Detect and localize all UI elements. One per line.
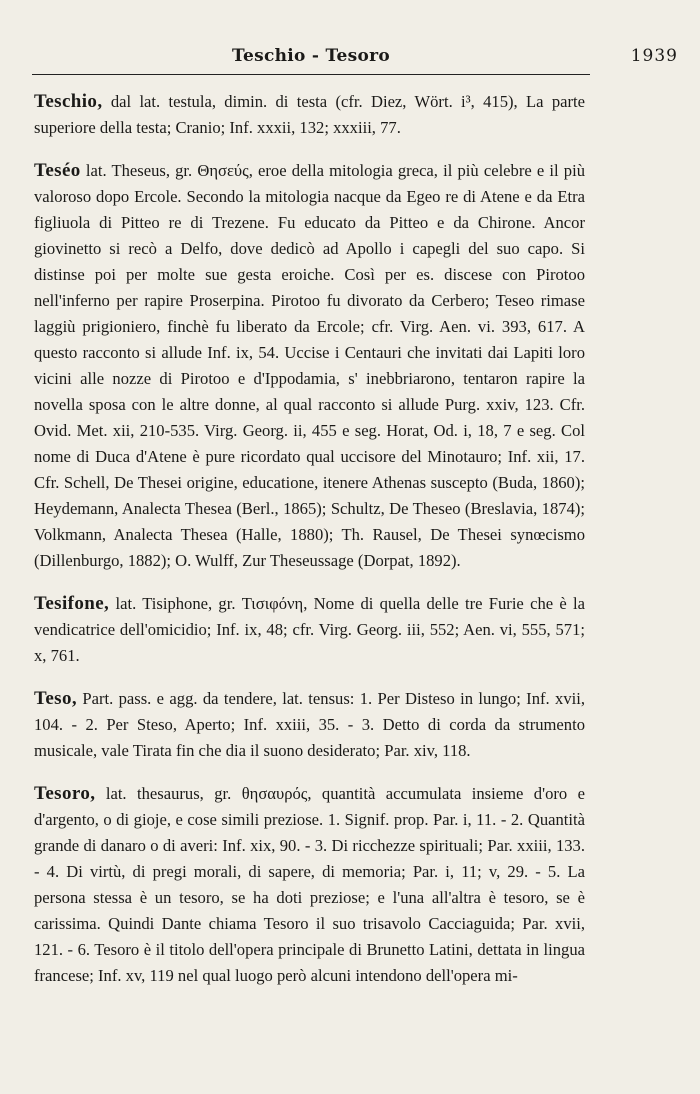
entry-headword: Teschio, <box>34 91 103 112</box>
entry-teseo <box>34 158 585 574</box>
entry-body: Part. pass. e agg. da tendere, lat. tensus: 1. Per Disteso in lungo; Inf. xvii, 104. - 2. Per Steso, Aperto; Inf. xxiii, 35. - 3. Detto di corda da strumento musicale, vale Tirata fin che dia il suono desiderato; Par. xiv, 118. <box>34 689 585 760</box>
running-title: Teschio - Tesoro <box>231 46 390 66</box>
entry-headword: Tesifone, <box>34 593 110 614</box>
entry-teso <box>34 686 585 764</box>
entry-body: lat. Theseus, gr. Θησεύς, eroe della mitologia greca, il più celebre e il più valoroso dopo Ercole. Secondo la mitologia nacque da Egeo re di Atene e da Etra figliuola di Pitteo re di Trezene. Fu educato da Pitteo e da Chirone. Ancor giovinetto si recò a Delfo, dove dedicò ad Apollo i capegli del suo capo. Si distinse poi per molte sue gesta eroiche. Così per es. discese con Pirotoo nell'inferno per rapire Proserpina. Pirotoo fu divorato da Cerbero; Teseo rimase laggiù prigioniero, finchè fu liberato da Ercole; cfr. Virg. Aen. vi. 393, 617. A questo racconto si allude Inf. ix, 54. Uccise i Centauri che invitati dai Lapiti loro vicini alle nozze di Pirotoo e d'Ippodamia, s' inebbriarono, tentaron rapire la novella sposa con le altre donne, al qual racconto si allude Purg. xxiv, 123. Cfr. Ovid. Met. xii, 210-535. Virg. Georg. ii, 455 e seg. Horat, Od. i, 18, 7 e seg. Col nome di Duca d'Atene è pure ricordato qual uccisore del Minotauro; Inf. xii, 17. Cfr. Schell, De Thesei origine, educatione, itenere Athenas suscepto (Buda, 1860); Heydemann, Analecta Thesea (Berl., 1865); Schultz, De Theseo (Breslavia, 1874); Volkmann, Analecta Thesea (Halle, 1880); Th. Rausel, De Thesei synœcismo (Dillenburgo, 1882); O. Wulff, Zur Theseussage (Dorpat, 1892). <box>34 161 585 570</box>
entry-tesifone <box>34 591 585 669</box>
entry-tesoro <box>34 781 585 989</box>
page-number: 1939 <box>630 46 678 66</box>
entry-body: lat. Tisiphone, gr. Τισιφόνη, Nome di quella delle tre Furie che è la vendicatrice dell'omicidio; Inf. ix, 48; cfr. Virg. Georg. iii, 552; Aen. vi, 555, 571; x, 761. <box>34 594 585 665</box>
page-header <box>32 44 678 75</box>
entry-headword: Teso, <box>34 688 78 709</box>
entry-headword: Teséo <box>34 160 81 181</box>
entries-column <box>34 89 585 1006</box>
entry-teschio <box>34 89 585 141</box>
entry-headword: Tesoro, <box>34 783 96 804</box>
entry-body: dal lat. testula, dimin. di testa (cfr. Diez, Wört. i³, 415), La parte superiore della testa; Cranio; Inf. xxxii, 132; xxxiii, 77. <box>34 92 585 137</box>
entry-body: lat. thesaurus, gr. θησαυρός, quantità accumulata insieme d'oro e d'argento, o di gioje, e cose simili preziose. 1. Signif. prop. Par. i, 11. - 2. Quantità grande di danaro o di averi: Inf. xix, 90. - 3. Di ricchezze spirituali; Par. xxiii, 133. - 4. Di virtù, di pregi morali, di sapere, di memoria; Par. i, 11; v, 29. - 5. La persona stessa è un tesoro, se ha doti preziose; e l'una all'altra è tesoro, se è carissima. Quindi Dante chiama Tesoro il suo trisavolo Cacciaguida; Par. xvii, 121. - 6. Tesoro è il titolo dell'opera principale di Brunetto Latini, dettata in lingua francese; Inf. xv, 119 nel qual luogo però alcuni intendono dell'opera mi- <box>34 784 585 985</box>
